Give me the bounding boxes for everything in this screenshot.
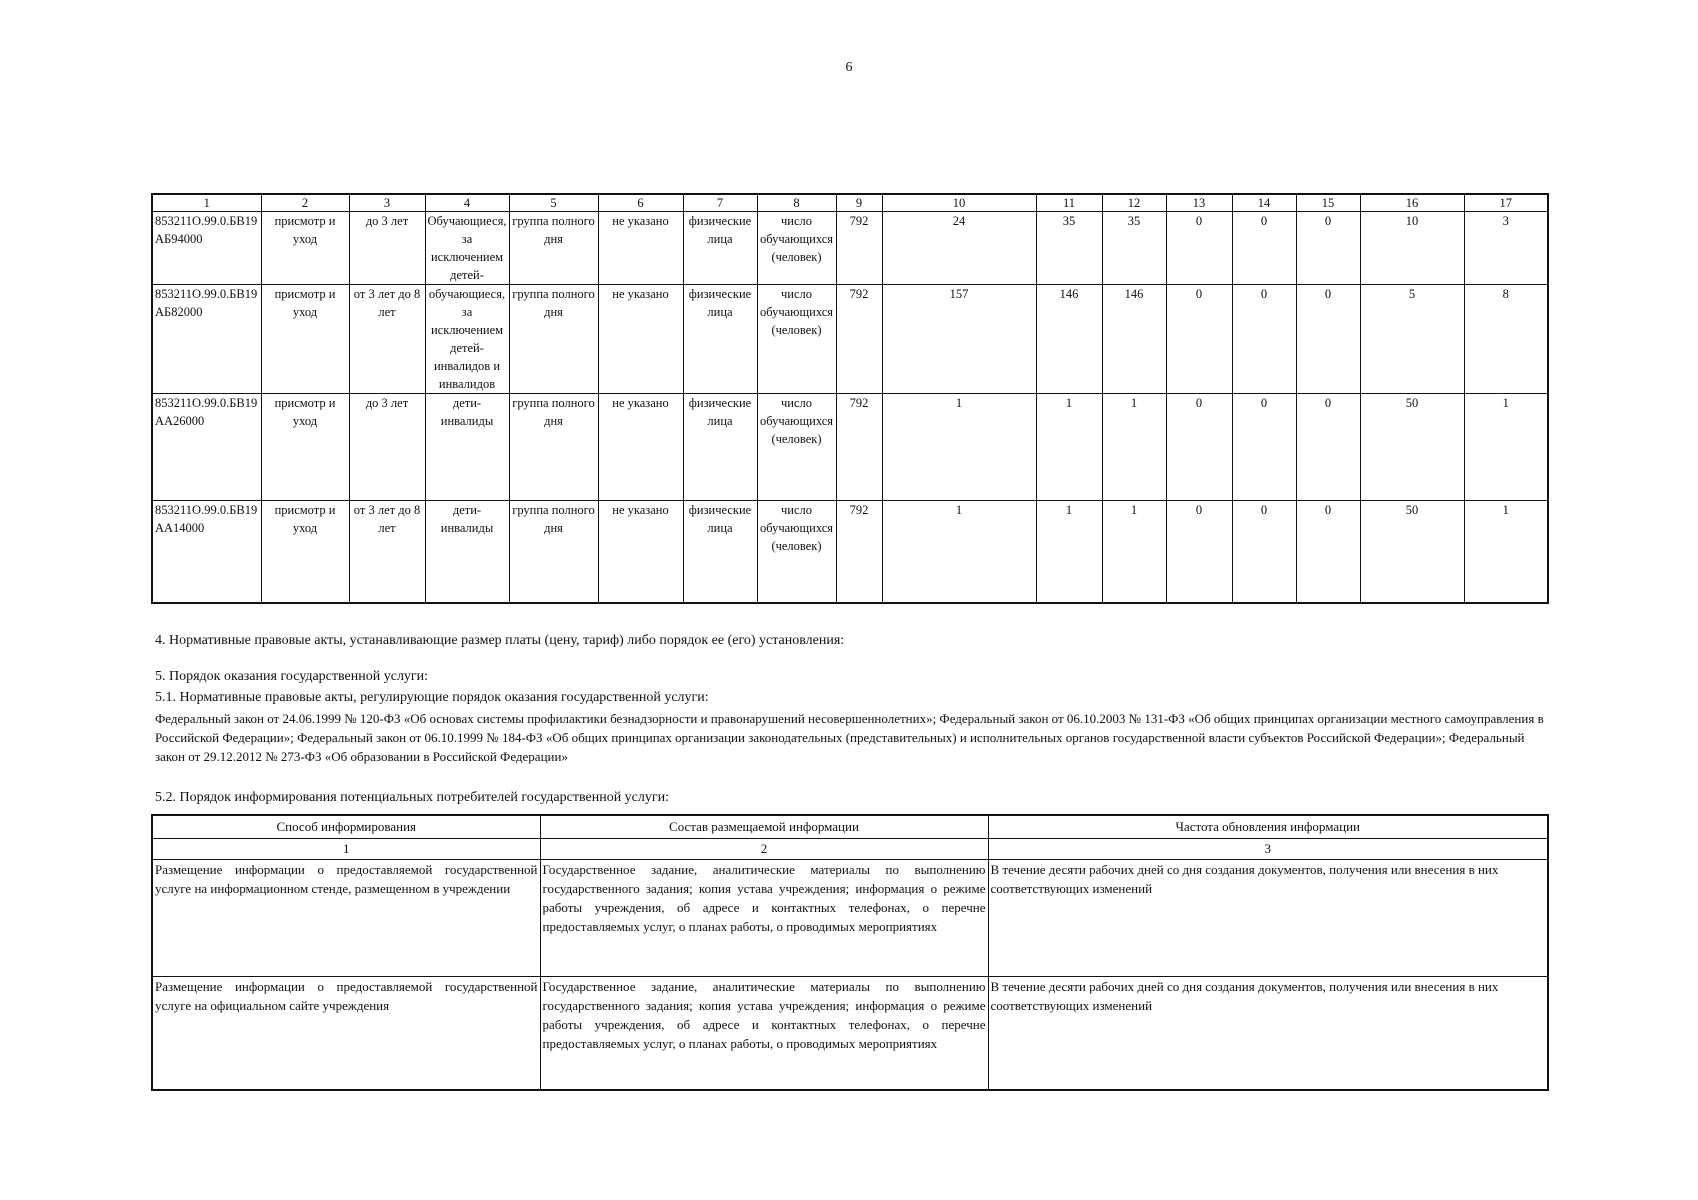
service-form: группа полного дня <box>509 212 598 285</box>
value-cell: 1 <box>1102 394 1166 501</box>
service-form: группа полного дня <box>509 394 598 501</box>
column-number: 1 <box>152 839 540 860</box>
consumers: физические лица <box>683 212 757 285</box>
value-cell: 0 <box>1232 212 1296 285</box>
service-form: группа полного дня <box>509 501 598 604</box>
service-form: группа полного дня <box>509 285 598 394</box>
indicator-name: число обучающихся (человек) <box>757 285 836 394</box>
info-table <box>151 814 1549 1091</box>
value-cell: 3 <box>1464 212 1548 285</box>
column-number: 3 <box>988 839 1548 860</box>
value-cell: 0 <box>1296 501 1360 604</box>
info-frequency: В течение десяти рабочих дней со дня создания документов, получения или внесения в них соответствующих изменений <box>988 860 1548 977</box>
value-cell: 0 <box>1166 501 1232 604</box>
service-code: 853211О.99.0.БВ19АА26000 <box>152 394 261 501</box>
value-cell: 1 <box>1464 501 1548 604</box>
table-row <box>152 285 1548 394</box>
consumer-category: дети-инвалиды <box>425 501 509 604</box>
service-name: присмотр и уход <box>261 501 349 604</box>
column-number: 13 <box>1166 194 1232 212</box>
value-cell: 0 <box>1296 285 1360 394</box>
info-content: Государственное задание, аналитические материалы по выполнению государственного задания; копия устава учреждения; информация о режиме работы учреждения, об адресе и контактных телефонах, о перечне предоставляемых услуг, о планах работы, о проводимых мероприятиях <box>540 860 988 977</box>
value-cell: 1 <box>1102 501 1166 604</box>
table-row <box>152 212 1548 285</box>
consumer-category: обучающиеся, за исключением детей-инвалидов и инвалидов <box>425 285 509 394</box>
value-cell: 0 <box>1166 285 1232 394</box>
section-5-2-title: 5.2. Порядок информирования потенциальных потребителей государственной услуги: <box>155 790 670 805</box>
okei-code: 792 <box>836 212 882 285</box>
value-cell: 146 <box>1036 285 1102 394</box>
service-name: присмотр и уход <box>261 212 349 285</box>
okei-code: 792 <box>836 394 882 501</box>
service-code: 853211О.99.0.БВ19АА14000 <box>152 501 261 604</box>
value-cell: 35 <box>1102 212 1166 285</box>
value-cell: 1 <box>1036 501 1102 604</box>
value-cell: 50 <box>1360 394 1464 501</box>
consumer-category: Обучающиеся, за исключением детей- <box>425 212 509 285</box>
header-method: Способ информирования <box>152 815 540 839</box>
section-5-1-title: 5.1. Нормативные правовые акты, регулирующие порядок оказания государственной услуги: <box>155 690 709 705</box>
okei-code: 792 <box>836 501 882 604</box>
column-number: 3 <box>349 194 425 212</box>
table-number-row <box>152 839 1548 860</box>
column-number: 8 <box>757 194 836 212</box>
column-number: 7 <box>683 194 757 212</box>
column-6-value: не указано <box>598 501 683 604</box>
section-5-1-laws: Федеральный закон от 24.06.1999 № 120-ФЗ «Об основах системы профилактики безнадзорности и правонарушений несовершеннолетних»; Федеральный закон от 06.10.2003 № 131-ФЗ «Об общих принципах организации местного самоуправления в Российской Федерации»; Федеральный закон от 06.10.1999 № 184-ФЗ «Об общих принципах организации законодательных (представительных) и исполнительных органов государственной власти субъектов Российской Федерации»; Федеральный закон от 29.12.2012 № 273-ФЗ «Об образовании в Российской Федерации» <box>155 711 1544 764</box>
info-frequency: В течение десяти рабочих дней со дня создания документов, получения или внесения в них соответствующих изменений <box>988 977 1548 1091</box>
column-number: 11 <box>1036 194 1102 212</box>
column-number: 12 <box>1102 194 1166 212</box>
value-cell: 1 <box>1464 394 1548 501</box>
okei-code: 792 <box>836 285 882 394</box>
column-number: 2 <box>540 839 988 860</box>
value-cell: 5 <box>1360 285 1464 394</box>
value-cell: 0 <box>1232 394 1296 501</box>
header-frequency: Частота обновления информации <box>988 815 1548 839</box>
value-cell: 35 <box>1036 212 1102 285</box>
value-cell: 0 <box>1166 394 1232 501</box>
value-cell: 8 <box>1464 285 1548 394</box>
age-group: от 3 лет до 8 лет <box>349 285 425 394</box>
age-group: до 3 лет <box>349 394 425 501</box>
column-number: 10 <box>882 194 1036 212</box>
info-method: Размещение информации о предоставляемой государственной услуге на официальном сайте учреждения <box>152 977 540 1091</box>
indicator-name: число обучающихся (человек) <box>757 501 836 604</box>
value-cell: 0 <box>1296 394 1360 501</box>
service-code: 853211О.99.0.БВ19АБ94000 <box>152 212 261 285</box>
column-number: 15 <box>1296 194 1360 212</box>
consumers: физические лица <box>683 394 757 501</box>
column-number: 9 <box>836 194 882 212</box>
column-6-value: не указано <box>598 212 683 285</box>
value-cell: 0 <box>1296 212 1360 285</box>
column-number: 2 <box>261 194 349 212</box>
consumers: физические лица <box>683 501 757 604</box>
table-row <box>152 394 1548 501</box>
age-group: до 3 лет <box>349 212 425 285</box>
column-number: 14 <box>1232 194 1296 212</box>
column-number: 1 <box>152 194 261 212</box>
value-cell: 0 <box>1166 212 1232 285</box>
value-cell: 50 <box>1360 501 1464 604</box>
service-code: 853211О.99.0.БВ19АБ82000 <box>152 285 261 394</box>
value-cell: 0 <box>1232 285 1296 394</box>
column-6-value: не указано <box>598 394 683 501</box>
header-content: Состав размещаемой информации <box>540 815 988 839</box>
table-header-row <box>152 194 1548 212</box>
value-cell: 146 <box>1102 285 1166 394</box>
indicator-name: число обучающихся (человек) <box>757 394 836 501</box>
column-number: 5 <box>509 194 598 212</box>
service-name: присмотр и уход <box>261 285 349 394</box>
info-method: Размещение информации о предоставляемой государственной услуге на информационном стенде, размещенном в учреждении <box>152 860 540 977</box>
column-6-value: не указано <box>598 285 683 394</box>
column-number: 4 <box>425 194 509 212</box>
value-cell: 1 <box>882 501 1036 604</box>
section-5-title: 5. Порядок оказания государственной услуги: <box>155 669 429 684</box>
table-row <box>152 860 1548 977</box>
age-group: от 3 лет до 8 лет <box>349 501 425 604</box>
column-number: 16 <box>1360 194 1464 212</box>
table-header-row <box>152 815 1548 839</box>
value-cell: 10 <box>1360 212 1464 285</box>
consumers: физические лица <box>683 285 757 394</box>
section-4-text: 4. Нормативные правовые акты, устанавливающие размер платы (цену, тариф) либо порядок ее (его) установления: <box>155 633 845 648</box>
value-cell: 0 <box>1232 501 1296 604</box>
value-cell: 24 <box>882 212 1036 285</box>
consumer-category: дети-инвалиды <box>425 394 509 501</box>
page-number: 6 <box>845 60 853 75</box>
indicators-table <box>151 193 1549 604</box>
service-name: присмотр и уход <box>261 394 349 501</box>
value-cell: 1 <box>1036 394 1102 501</box>
column-number: 6 <box>598 194 683 212</box>
column-number: 17 <box>1464 194 1548 212</box>
value-cell: 1 <box>882 394 1036 501</box>
table-row <box>152 977 1548 1091</box>
table-row <box>152 501 1548 604</box>
info-content: Государственное задание, аналитические материалы по выполнению государственного задания; копия устава учреждения; информация о режиме работы учреждения, об адресе и контактных телефонах, о перечне предоставляемых услуг, о планах работы, о проводимых мероприятиях <box>540 977 988 1091</box>
value-cell: 157 <box>882 285 1036 394</box>
indicator-name: число обучающихся (человек) <box>757 212 836 285</box>
